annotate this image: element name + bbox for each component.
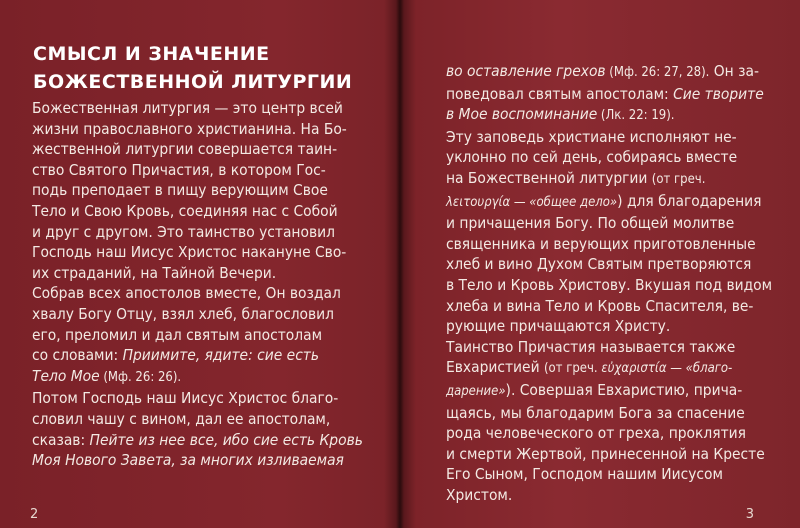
- text-line: [32, 98, 363, 119]
- heading-line-2: БОЖЕСТВЕННОЙ ЛИТУРГИИ: [33, 71, 353, 93]
- text-line: [446, 168, 772, 191]
- text-line: [32, 283, 363, 304]
- left-page: [0, 0, 398, 528]
- page-number-right: 3: [745, 507, 754, 522]
- text-segment: ). Совершая Евхаристию, прича-: [505, 380, 743, 399]
- text-segment: хлеб и вино Духом Святым претворяются: [446, 255, 752, 274]
- text-segment: ) для благодарения: [617, 191, 762, 210]
- text-segment: Собрав всех апостолов вместе, Он воздал: [32, 284, 341, 303]
- text-line: [32, 139, 363, 160]
- text-line: [32, 263, 363, 284]
- text-line: [446, 403, 772, 424]
- text-segment: в Тело и Кровь Христову. Вкушая под видом: [446, 275, 773, 294]
- text-line: [32, 325, 363, 346]
- text-line: [446, 380, 772, 403]
- text-line: [32, 388, 363, 409]
- text-segment: λειτουργία — «общее дело»: [446, 194, 618, 210]
- text-segment: словил чашу с вином, дал ее апостолам,: [32, 409, 331, 428]
- right-body-text: [446, 61, 772, 505]
- text-segment: их страданий, на Тайной Вечери.: [32, 263, 277, 282]
- text-segment: хвалу Богу Отцу, взял хлеб, благословил: [32, 304, 335, 323]
- text-segment: (Лк. 22: 19).: [597, 108, 675, 124]
- text-line: [446, 147, 772, 168]
- text-segment: во оставление грехов: [446, 62, 606, 80]
- text-segment: Пейте из нее все, ибо сие есть Кровь: [89, 430, 363, 449]
- text-line: [446, 234, 772, 255]
- text-segment: и смерти Жертвой, принесенной на Кресте: [446, 444, 765, 463]
- text-line: [32, 180, 363, 201]
- text-line: [446, 254, 772, 275]
- text-line: [446, 485, 772, 506]
- text-segment: (Мф. 26: 27, 28).: [605, 65, 710, 80]
- text-segment: поведовал святым апостолам:: [446, 84, 674, 103]
- text-line: [446, 127, 772, 148]
- text-line: [32, 450, 363, 471]
- text-line: [32, 345, 363, 366]
- text-line: [446, 84, 772, 105]
- text-segment: подь преподает в пищу верующим Свое: [32, 181, 328, 200]
- text-line: [32, 160, 363, 181]
- page-number-left: 2: [30, 507, 39, 522]
- text-segment: Приимите, ядите: сие есть: [122, 346, 320, 365]
- text-segment: Христом.: [446, 485, 513, 504]
- text-segment: в Мое воспоминание: [446, 105, 598, 124]
- heading-line-1: СМЫСЛ И ЗНАЧЕНИЕ: [33, 43, 270, 65]
- text-line: [446, 275, 772, 296]
- text-segment: Божественная литургия — это центр всей: [32, 99, 343, 117]
- text-segment: и причащения Богу. По общей молитве: [446, 214, 735, 233]
- text-segment: (Мф. 26: 26).: [99, 369, 182, 385]
- text-segment: уклонно по сей день, собираясь вместе: [446, 148, 738, 167]
- text-segment: жественной литургии совершается таин-: [32, 140, 338, 159]
- right-page: [402, 0, 800, 528]
- text-segment: Сие творите: [673, 84, 764, 103]
- text-line: [446, 191, 772, 214]
- text-segment: жизни православного христианина. На Бо-: [32, 119, 347, 138]
- left-body-text: [32, 98, 363, 471]
- text-segment: священника и верующих приготовленные: [446, 234, 756, 253]
- text-line: [32, 119, 363, 140]
- text-segment: (от греч.: [651, 171, 706, 187]
- text-line: [32, 222, 363, 243]
- text-segment: со словами:: [32, 346, 123, 365]
- text-segment: Таинство Причастия называется также: [446, 337, 736, 356]
- text-segment: Тело Мое: [32, 366, 100, 385]
- text-segment: Тело и Свою Кровь, соединяя нас с Собой: [32, 201, 338, 220]
- text-segment: хлеба и вина Тело и Кровь Спасителя, ве-: [446, 296, 754, 315]
- text-line: [446, 61, 772, 84]
- text-segment: Моя Нового Завета, за многих изливаемая: [32, 451, 344, 470]
- text-line: [446, 337, 772, 358]
- text-segment: Потом Господь наш Иисус Христос благо-: [32, 389, 339, 408]
- text-line: [446, 104, 772, 127]
- text-line: [446, 423, 772, 444]
- text-segment: Его Сыном, Господом нашим Иисусом: [446, 465, 723, 484]
- text-line: [446, 296, 772, 317]
- text-line: [446, 464, 772, 485]
- text-segment: щаясь, мы благодарим Бога за спасение: [446, 403, 745, 422]
- text-segment: и друг с другом. Это таинство установил: [32, 222, 335, 241]
- text-segment: Он за-: [709, 62, 759, 80]
- text-segment: ство Святого Причастия, в котором Гос-: [32, 160, 326, 179]
- text-segment: Господь наш Иисус Христос накануне Сво-: [32, 243, 347, 262]
- text-line: [446, 444, 772, 465]
- text-line: [446, 316, 772, 337]
- text-line: [32, 201, 363, 222]
- text-segment: (от греч.: [543, 361, 602, 377]
- text-segment: на Божественной литургии: [446, 168, 652, 187]
- text-segment: Евхаристией: [446, 358, 544, 377]
- text-segment: рода человеческого от греха, проклятия: [446, 424, 746, 443]
- text-line: [32, 430, 363, 451]
- text-segment: его, преломил и дал святым апостолам: [32, 325, 323, 344]
- section-heading: [33, 40, 373, 96]
- text-line: [446, 213, 772, 234]
- text-segment: рующие причащаются Христу.: [446, 317, 671, 336]
- text-line: [32, 304, 363, 325]
- text-line: [446, 357, 772, 380]
- text-line: [32, 242, 363, 263]
- text-segment: дарение»: [446, 383, 506, 399]
- text-line: [32, 366, 363, 389]
- text-segment: Эту заповедь христиане исполняют не-: [446, 127, 737, 146]
- text-segment: εὐχαριστία — «благо-: [601, 361, 733, 377]
- text-segment: сказав:: [32, 430, 90, 449]
- text-line: [32, 409, 363, 430]
